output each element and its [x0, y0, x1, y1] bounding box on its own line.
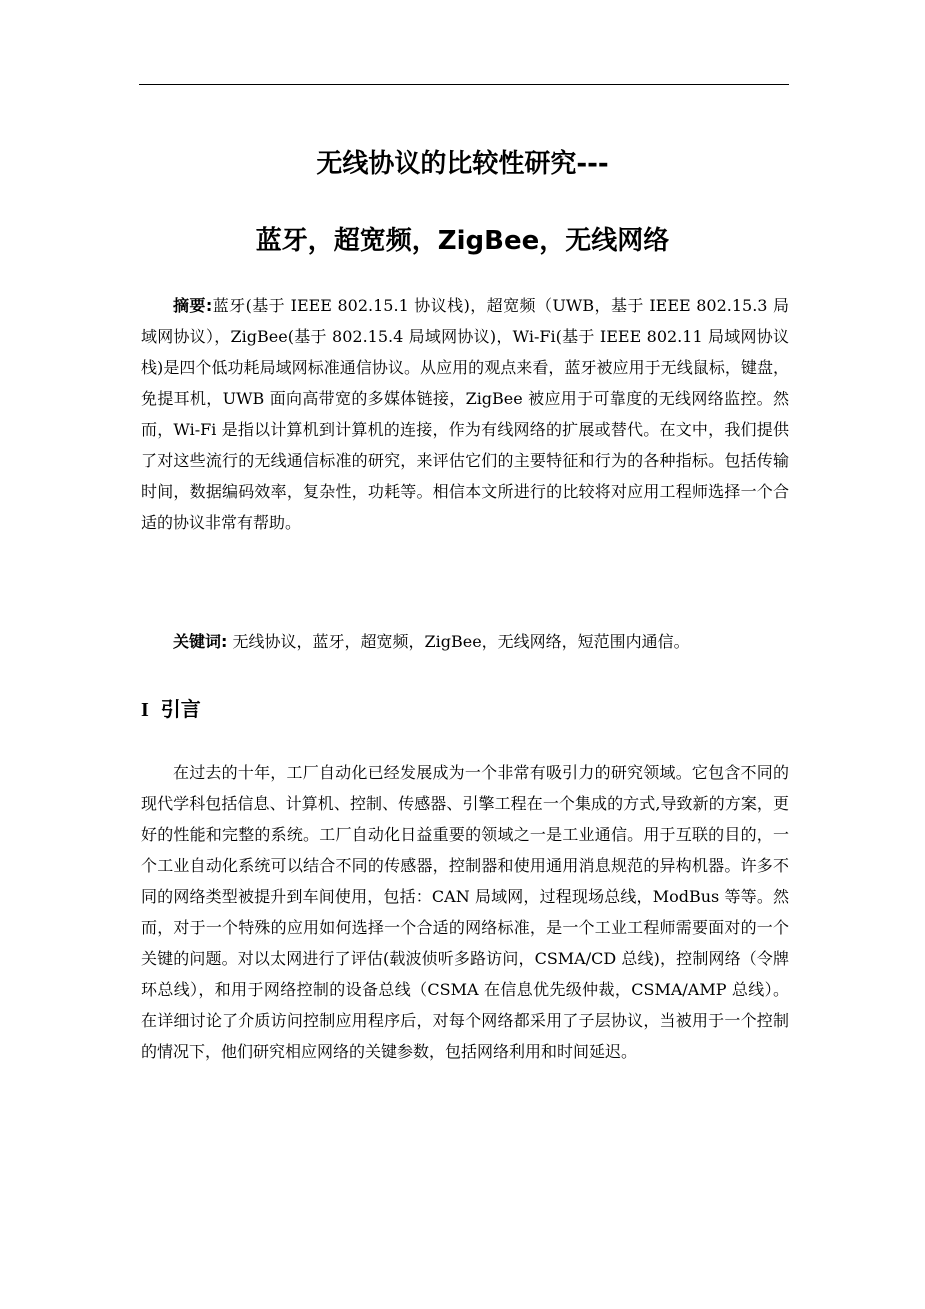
section-heading-introduction: [141, 695, 201, 724]
paper-title-line1: 无线协议的比较性研究---: [316, 149, 609, 179]
abstract-text: 蓝牙(基于 IEEE 802.15.1 协议栈)，超宽频（UWB，基于 IEEE 802.15.3 局域网协议），ZigBee(基于 802.15.4 局域网协议)，Wi-Fi(基于 IEEE 802.11 局域网协议栈)是四个低功耗局域网标准通信协议。从应用的观点来看，蓝牙被应用于无线鼠标，键盘，免提耳机，UWB 面向高带宽的多媒体链接，ZigBee 被应用于可靠度的无线网络监控。然而，Wi-Fi 是指以计算机到计算机的连接，作为有线网络的扩展或替代。在文中，我们提供了对这些流行的无线通信标准的研究，来评估它们的主要特征和行为的各种指标。包括传输时间，数据编码效率，复杂性，功耗等。相信本文所进行的比较将对应用工程师选择一个合适的协议非常有帮助。: [141, 296, 789, 532]
keywords-text: 无线协议，蓝牙，超宽频，ZigBee，无线网络，短范围内通信。: [232, 632, 690, 651]
abstract-label: 摘要:: [173, 296, 213, 315]
keywords-label: 关键词:: [173, 632, 228, 651]
introduction-paragraph: 在过去的十年，工厂自动化已经发展成为一个非常有吸引力的研究领域。它包含不同的现代学科包括信息、计算机、控制、传感器、引擎工程在一个集成的方式,导致新的方案，更好的性能和完整的系统。工厂自动化日益重要的领域之一是工业通信。用于互联的目的，一个工业自动化系统可以结合不同的传感器，控制器和使用通用消息规范的异构机器。许多不同的网络类型被提升到车间使用，包括：CAN 局域网，过程现场总线，ModBus 等等。然而，对于一个特殊的应用如何选择一个合适的网络标准，是一个工业工程师需要面对的一个关键的问题。对以太网进行了评估(载波侦听多路访问，CSMA/CD 总线)，控制网络（令牌环总线），和用于网络控制的设备总线（CSMA 在信息优先级仲裁，CSMA/AMP 总线）。在详细讨论了介质访问控制应用程序后，对每个网络都采用了子层协议，当被用于一个控制的情况下，他们研究相应网络的关键参数，包括网络利用和时间延迟。: [141, 763, 789, 1061]
paper-title-line2: 蓝牙，超宽频，ZigBee，无线网络: [255, 226, 670, 256]
section-number: I: [141, 699, 149, 721]
keywords: [141, 626, 789, 657]
section-title: 引言: [160, 697, 201, 721]
header-rule: [139, 84, 789, 85]
abstract: [141, 290, 789, 538]
